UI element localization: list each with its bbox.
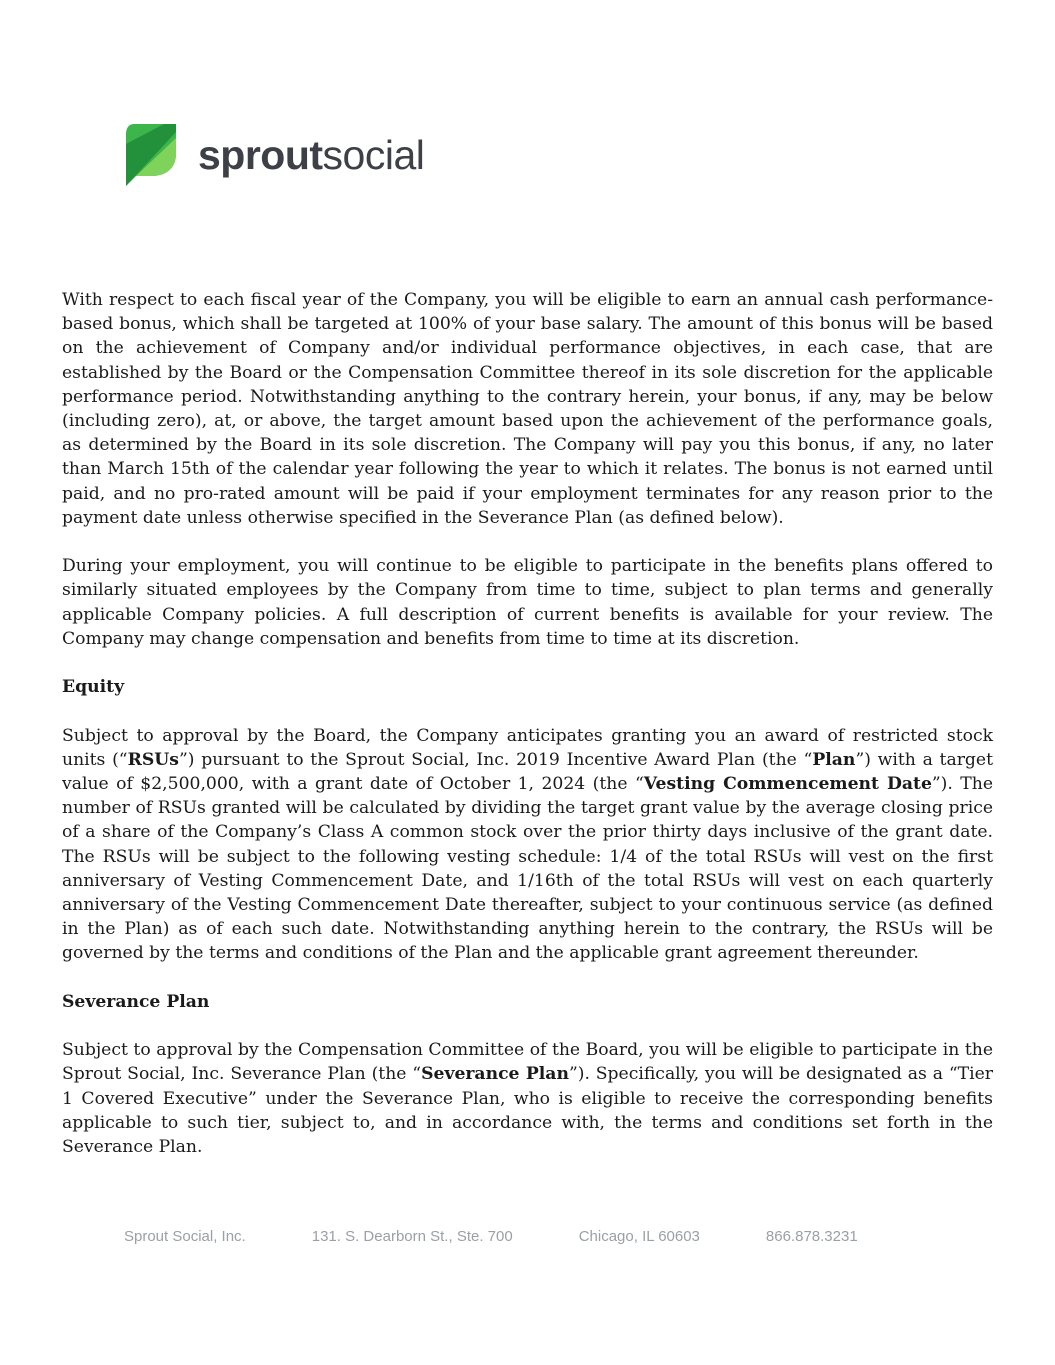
term-severance-plan: Severance Plan xyxy=(421,1064,569,1085)
footer-city: Chicago, IL 60603 xyxy=(578,1228,700,1245)
logo-word-social: social xyxy=(322,132,425,178)
letter-body xyxy=(62,288,993,1183)
footer-address: 131. S. Dearborn St., Ste. 700 xyxy=(311,1228,513,1245)
paragraph-severance xyxy=(62,1038,993,1159)
logo-word-sprout: sprout xyxy=(198,132,323,178)
equity-text-3: ”) with a target value of $2,500,000, with a grant date of October 1, 2024 (the “ xyxy=(62,749,994,795)
logo-wordmark xyxy=(198,132,425,178)
severance-text-2: ”). Specifically, you will be designated as a “Tier 1 Covered Executive” under the Severance Plan, who is eligible to receive the corresponding benefits applicable to such tier, subject to, and in accordance with, the terms and conditions set forth in the Severance Plan. xyxy=(62,1064,993,1158)
footer-phone: 866.878.3231 xyxy=(765,1228,858,1245)
term-vesting-commencement-date: Vesting Commencement Date xyxy=(643,774,932,795)
heading-equity: Equity xyxy=(62,677,125,698)
heading-severance-plan: Severance Plan xyxy=(62,991,210,1012)
severance-text-1: Subject to approval by the Compensation Committee of the Board, you will be eligible to participate in the Sprout Social, Inc. Severance Plan (the “ xyxy=(62,1040,993,1085)
term-plan: Plan xyxy=(812,749,856,770)
sprout-social-logo xyxy=(124,124,424,187)
equity-text-1: Subject to approval by the Board, the Company anticipates granting you an award of restricted stock units (“ xyxy=(62,725,993,770)
paragraph-bonus: With respect to each fiscal year of the Company, you will be eligible to earn an annual cash performance-based bonus, which shall be targeted at 100% of your base salary. The amount of this bonus will be based on the achievement of Company and/or individual performance objectives, in each case, that are established by the Board or the Compensation Committee thereof in its sole discretion for the applicable performance period. Notwithstanding anything to the contrary herein, your bonus, if any, may be below (including zero), at, or above, the target amount based upon the achievement of the performance goals, as determined by the Board in its sole discretion. The Company will pay you this bonus, if any, no later than March 15th of the calendar year following the year to which it relates. The bonus is not earned until paid, and no pro-rated amount will be paid if your employment terminates for any reason prior to the payment date unless otherwise specified in the Severance Plan (as defined below). xyxy=(62,290,993,528)
term-rsus: RSUs xyxy=(127,749,179,770)
paragraph-benefits: During your employment, you will continue to be eligible to participate in the benefits plans offered to similarly situated employees by the Company from time to time, subject to plan terms and generally applicable Company policies. A full description of current benefits is available for your review. The Company may change compensation and benefits from time to time at its discretion. xyxy=(62,556,993,649)
paragraph-equity xyxy=(62,724,993,966)
page-footer xyxy=(124,1228,858,1245)
sprout-leaf-icon xyxy=(124,124,176,187)
equity-text-2: ”) pursuant to the Sprout Social, Inc. 2019 Incentive Award Plan (the “ xyxy=(178,749,813,770)
equity-text-4: ”). The number of RSUs granted will be calculated by dividing the target grant value by the average closing price of a share of the Company’s Class A common stock over the prior thirty days inclusive of the grant date. The RSUs will be subject to the following vesting schedule: 1/4 of the total RSUs will vest on the first anniversary of Vesting Commencement Date, and 1/16th of the total RSUs will vest on each quarterly anniversary of the Vesting Commencement Date thereafter, subject to your continuous service (as defined in the Plan) as of each such date. Notwithstanding anything herein to the contrary, the RSUs will be governed by the terms and conditions of the Plan and the applicable grant agreement thereunder. xyxy=(62,774,994,964)
footer-company: Sprout Social, Inc. xyxy=(124,1228,246,1245)
